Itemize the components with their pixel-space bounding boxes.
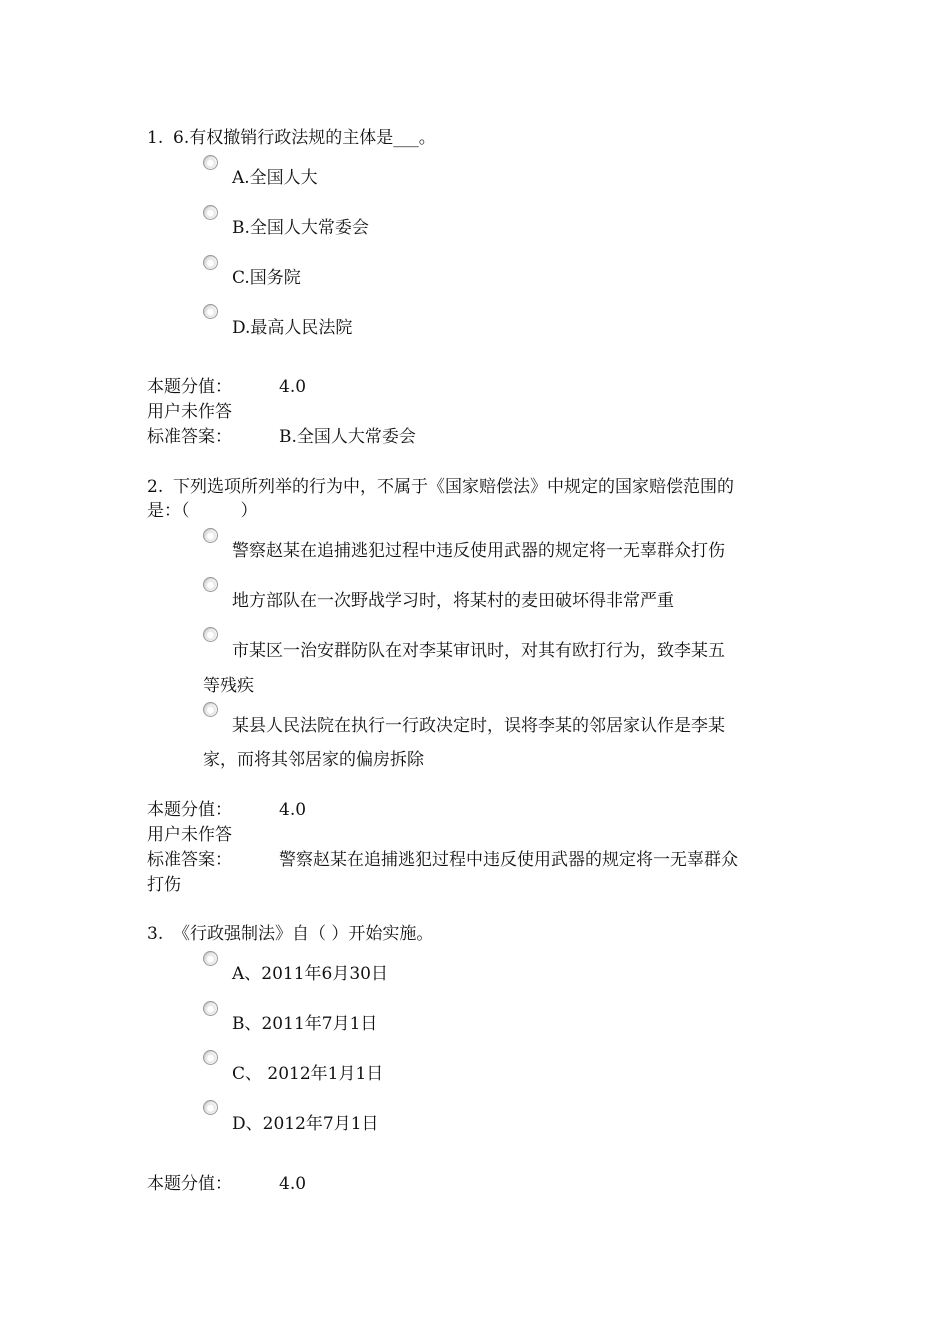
question-3-text: 《行政强制法》自（ ）开始实施。 — [173, 924, 434, 944]
q1-score-label: 本题分值： — [147, 377, 232, 397]
q3-option-b-radio[interactable] — [203, 1001, 218, 1016]
question-2-text-line2: 是：（ ） — [147, 501, 258, 521]
q1-option-d-radio[interactable] — [203, 304, 218, 319]
q2-option-2-radio[interactable] — [203, 577, 218, 592]
question-3-number: 3. — [147, 924, 164, 944]
q2-score-label: 本题分值： — [147, 800, 232, 820]
q2-answer-value-line2: 打伤 — [147, 875, 181, 895]
question-2-text-line1: 下列选项所列举的行为中，不属于《国家赔偿法》中规定的国家赔偿范围的 — [173, 477, 734, 497]
q3-option-c-radio[interactable] — [203, 1050, 218, 1065]
q1-score-value: 4.0 — [279, 377, 307, 397]
q2-option-1-radio[interactable] — [203, 528, 218, 543]
q1-answer-value: B.全国人大常委会 — [279, 427, 416, 447]
q3-option-d-radio[interactable] — [203, 1100, 218, 1115]
q2-option-3-label-line2: 等残疾 — [203, 676, 254, 696]
q2-score-value: 4.0 — [279, 800, 307, 820]
q3-option-a-radio[interactable] — [203, 951, 218, 966]
q1-option-c-label: C.国务院 — [232, 268, 301, 288]
q1-option-b-radio[interactable] — [203, 205, 218, 220]
question-2-number: 2. — [147, 477, 164, 497]
q1-option-d-label: D.最高人民法院 — [232, 318, 353, 338]
q2-option-4-label-line2: 家，而将其邻居家的偏房拆除 — [203, 750, 424, 770]
q2-option-3-label-line1: 市某区一治安群防队在对李某审讯时，对其有欧打行为，致李某五 — [232, 641, 725, 661]
question-1-number: 1. — [147, 128, 164, 148]
q2-answer-label: 标准答案： — [147, 850, 232, 870]
q1-option-a-label: A.全国人大 — [232, 168, 318, 188]
q2-option-4-label-line1: 某县人民法院在执行一行政决定时，误将李某的邻居家认作是李某 — [232, 716, 725, 736]
question-1-text: 6.有权撤销行政法规的主体是___。 — [173, 128, 436, 148]
q1-option-c-radio[interactable] — [203, 255, 218, 270]
q2-answer-value-line1: 警察赵某在追捕逃犯过程中违反使用武器的规定将一无辜群众 — [279, 850, 738, 870]
q2-option-2-label: 地方部队在一次野战学习时，将某村的麦田破坏得非常严重 — [232, 591, 674, 611]
q2-option-4-radio[interactable] — [203, 702, 218, 717]
q3-option-d-label: D、2012年7月1日 — [232, 1114, 379, 1134]
q3-option-a-label: A、2011年6月30日 — [232, 964, 388, 984]
q2-user-status: 用户未作答 — [147, 825, 232, 845]
q3-score-label: 本题分值： — [147, 1174, 232, 1194]
q2-option-3-radio[interactable] — [203, 627, 218, 642]
q1-option-b-label: B.全国人大常委会 — [232, 218, 369, 238]
q3-score-value: 4.0 — [279, 1174, 307, 1194]
q2-option-1-label: 警察赵某在追捕逃犯过程中违反使用武器的规定将一无辜群众打伤 — [232, 541, 725, 561]
q3-option-b-label: B、2011年7月1日 — [232, 1014, 378, 1034]
q1-option-a-radio[interactable] — [203, 155, 218, 170]
q1-answer-label: 标准答案： — [147, 427, 232, 447]
q1-user-status: 用户未作答 — [147, 402, 232, 422]
q3-option-c-label: C、 2012年1月1日 — [232, 1064, 384, 1084]
